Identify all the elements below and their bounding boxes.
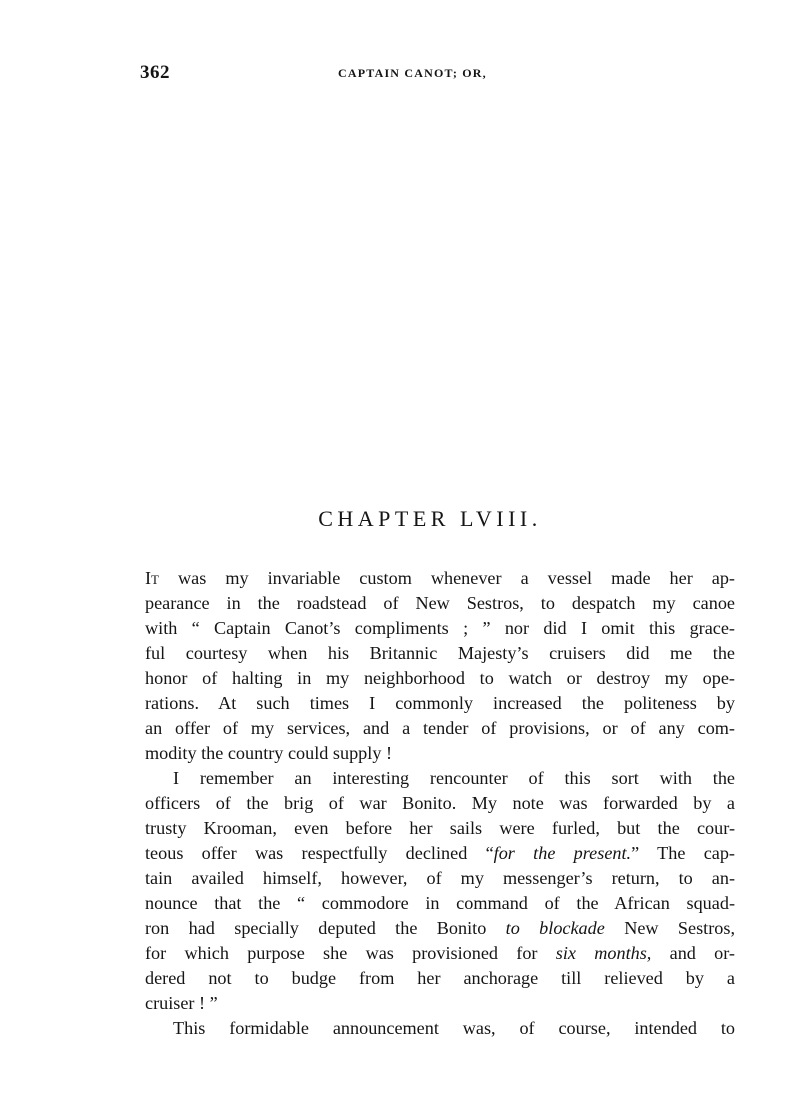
text-line: ful courtesy when his Britannic Majesty’s cruisers did me the (145, 643, 735, 663)
text-line: with “ Captain Canot’s compliments ; ” nor did I omit this grace- (145, 618, 735, 638)
line-part: and or- (651, 943, 735, 963)
italic-phrase: for the present. (493, 843, 632, 863)
line-part: ron had specially deputed the Bonito (145, 918, 506, 938)
text-line: dered not to budge from her anchorage till relieved by a (145, 968, 735, 988)
text-line: tain availed himself, however, of my messenger’s return, to an- (145, 868, 735, 888)
text-line: This formidable announcement was, of course, intended to (173, 1018, 735, 1038)
chapter-title: CHAPTER LVIII. (318, 506, 542, 531)
line-part: New Sestros, (604, 918, 735, 938)
line-part: teous offer was respectfully declined “ (145, 843, 494, 863)
text-line: modity the country could supply ! (145, 743, 393, 763)
text-line (145, 566, 735, 591)
italic-phrase: to blockade (505, 918, 605, 938)
line-part: ” The cap- (631, 843, 735, 863)
text-line: honor of halting in my neighborhood to watch or destroy my ope- (145, 668, 735, 688)
running-head: CAPTAIN CANOT; OR, (338, 66, 487, 80)
line-rest: was my invariable custom whenever a vessel made her ap- (159, 568, 735, 588)
text-line: trusty Krooman, even before her sails were furled, but the cour- (145, 818, 735, 838)
text-line: cruiser ! ” (145, 993, 218, 1013)
body-text (145, 566, 735, 1041)
small-caps-opening: It (145, 568, 159, 588)
text-line: nounce that the “ commodore in command of the African squad- (145, 893, 735, 913)
text-line: pearance in the roadstead of New Sestros, to despatch my canoe (145, 593, 735, 613)
italic-phrase: six months, (555, 943, 652, 963)
text-line: I remember an interesting rencounter of this sort with the (173, 768, 735, 788)
page-number: 362 (140, 62, 170, 83)
text-line (145, 941, 735, 966)
text-line (145, 841, 735, 866)
text-line: an offer of my services, and a tender of provisions, or of any com- (145, 718, 735, 738)
text-line: officers of the brig of war Bonito. My note was forwarded by a (145, 793, 735, 813)
line-part: for which purpose she was provisioned for (145, 943, 556, 963)
text-line: rations. At such times I commonly increased the politeness by (145, 693, 735, 713)
text-line (145, 916, 735, 941)
